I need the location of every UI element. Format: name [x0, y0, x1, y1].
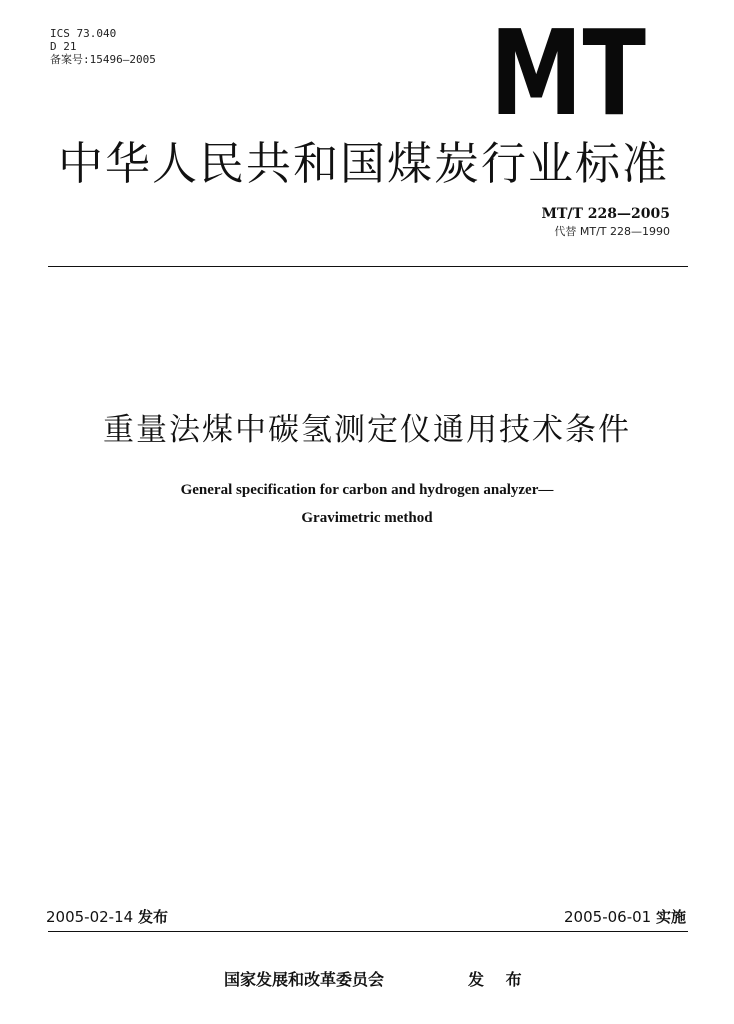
- standard-number: MT/T 228—2005: [541, 206, 670, 222]
- ccs-code: D 21: [50, 40, 77, 53]
- record-number: 备案号:15496—2005: [50, 53, 156, 66]
- issue-label: 发布: [137, 908, 168, 926]
- header-divider: [48, 266, 688, 267]
- replaces-standard: 代替 MT/T 228—1990: [554, 225, 670, 238]
- mt-logo-graphic: [488, 4, 648, 142]
- issue-date: 2005-02-14: [46, 908, 134, 926]
- document-title-chinese: 重量法煤中碳氢测定仪通用技术条件: [103, 412, 631, 448]
- issue-verb: 发 布: [468, 970, 530, 989]
- mt-logo-text: MT: [490, 4, 646, 142]
- implementation-date: 2005-06-01: [564, 908, 652, 926]
- document-title-english-line-1: General specification for carbon and hydrogen analyzer—: [180, 482, 554, 498]
- implementation-label: 实施: [655, 908, 686, 926]
- issue-date-block: [46, 908, 168, 926]
- footer-divider: [48, 931, 688, 932]
- ics-code: ICS 73.040: [50, 27, 117, 40]
- mt-logo: [488, 4, 648, 142]
- org-title: 中华人民共和国煤炭行业标准: [58, 137, 670, 190]
- implementation-date-block: [564, 908, 686, 926]
- issuing-authority: 国家发展和改革委员会: [224, 970, 385, 989]
- document-title-english-line-2: Gravimetric method: [301, 510, 433, 526]
